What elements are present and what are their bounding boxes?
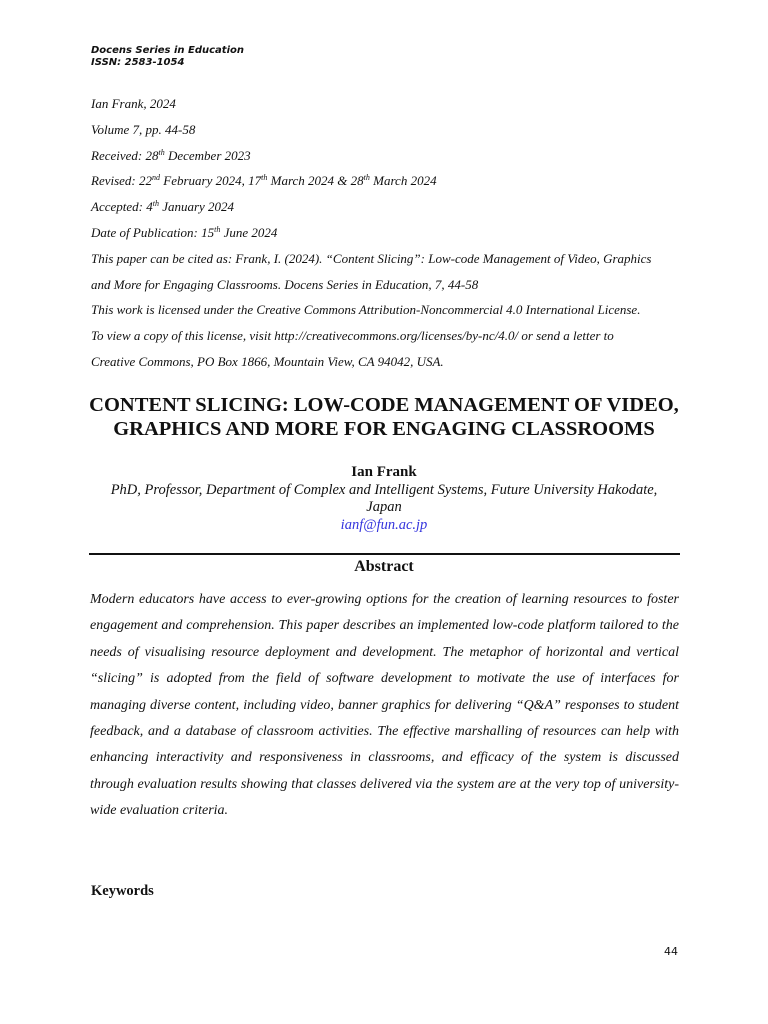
keywords-heading: Keywords <box>91 883 154 899</box>
series-name: Docens Series in Education <box>91 45 245 56</box>
revised-dates <box>91 168 691 194</box>
title-line-2: GRAPHICS AND MORE FOR ENGAGING CLASSROOMS <box>113 418 655 440</box>
author-name: Ian Frank <box>351 464 417 480</box>
article-metadata <box>91 91 691 375</box>
citation-line-1: This paper can be cited as: Frank, I. (2024). “Content Slicing”: Low-code Management of Video, Graphics <box>91 250 652 266</box>
revised-text-3: March 2024 & 28 <box>267 173 364 189</box>
author-email-link[interactable]: ianf@fun.ac.jp <box>340 517 428 533</box>
title-line-1: CONTENT SLICING: LOW-CODE MANAGEMENT OF VIDEO, <box>89 394 679 416</box>
section-divider <box>89 553 680 555</box>
revised-text-4: March 2024 <box>369 173 437 189</box>
publication-ordinal: th <box>214 224 221 234</box>
volume-pages: Volume 7, pp. 44-58 <box>91 121 196 137</box>
license-line-1: This work is licensed under the Creative Commons Attribution-Noncommercial 4.0 International License. <box>91 302 641 318</box>
received-ordinal: th <box>158 147 165 157</box>
page-number: 44 <box>664 945 678 958</box>
received-text: Received: 28 <box>91 147 159 163</box>
accepted-date <box>91 194 691 220</box>
revised-ordinal-2: th <box>261 173 268 183</box>
affiliation-line-1: PhD, Professor, Department of Complex and Intelligent Systems, Future University Hakodate, <box>110 482 658 498</box>
revised-text-1: Revised: 22 <box>91 173 153 189</box>
abstract-heading: Abstract <box>354 558 414 575</box>
accepted-ordinal: th <box>152 199 159 209</box>
received-date <box>91 143 691 169</box>
citation-line-2: and More for Engaging Classrooms. Docens Series in Education, 7, 44-58 <box>91 276 479 292</box>
license-line-2: To view a copy of this license, visit http://creativecommons.org/licenses/by-nc/4.0/ or send a letter to <box>91 328 614 344</box>
abstract-text: Modern educators have access to ever-growing options for the creation of learning resources to foster engagement and comprehension. This paper describes an implemented low-code platform tailored to the needs of visualising resource deployment and development. The metaphor of horizontal and vertical “slicing” is adopted from the field of software development to motivate the use of interfaces for managing diverse content, including video, banner graphics for delivering “Q&A” responses to student feedback, and a database of classroom activities. The effective marshalling of resources can help with enhancing interactivity and responsiveness in classrooms, and efficacy of the system is discussed through evaluation results showing that classes delivered via the system are at the very top of university-wide evaluation criteria. <box>90 592 679 819</box>
accepted-text: Accepted: 4 <box>91 199 153 215</box>
journal-header <box>91 45 244 69</box>
revised-ordinal-1: nd <box>152 173 161 183</box>
revised-text-2: February 2024, 17 <box>160 173 262 189</box>
author-year: Ian Frank, 2024 <box>91 96 176 111</box>
issn: ISSN: 2583-1054 <box>91 57 185 68</box>
license-line-3: Creative Commons, PO Box 1866, Mountain View, CA 94042, USA. <box>91 353 444 369</box>
revised-ordinal-3: th <box>363 173 370 183</box>
author-affiliation <box>80 482 688 516</box>
publication-date <box>91 220 691 246</box>
received-month: December 2023 <box>164 147 251 163</box>
publication-text: Date of Publication: 15 <box>91 224 215 240</box>
affiliation-line-2: Japan <box>366 499 402 515</box>
paper-title <box>60 393 708 441</box>
accepted-month: January 2024 <box>158 199 235 215</box>
publication-month: June 2024 <box>220 224 278 240</box>
